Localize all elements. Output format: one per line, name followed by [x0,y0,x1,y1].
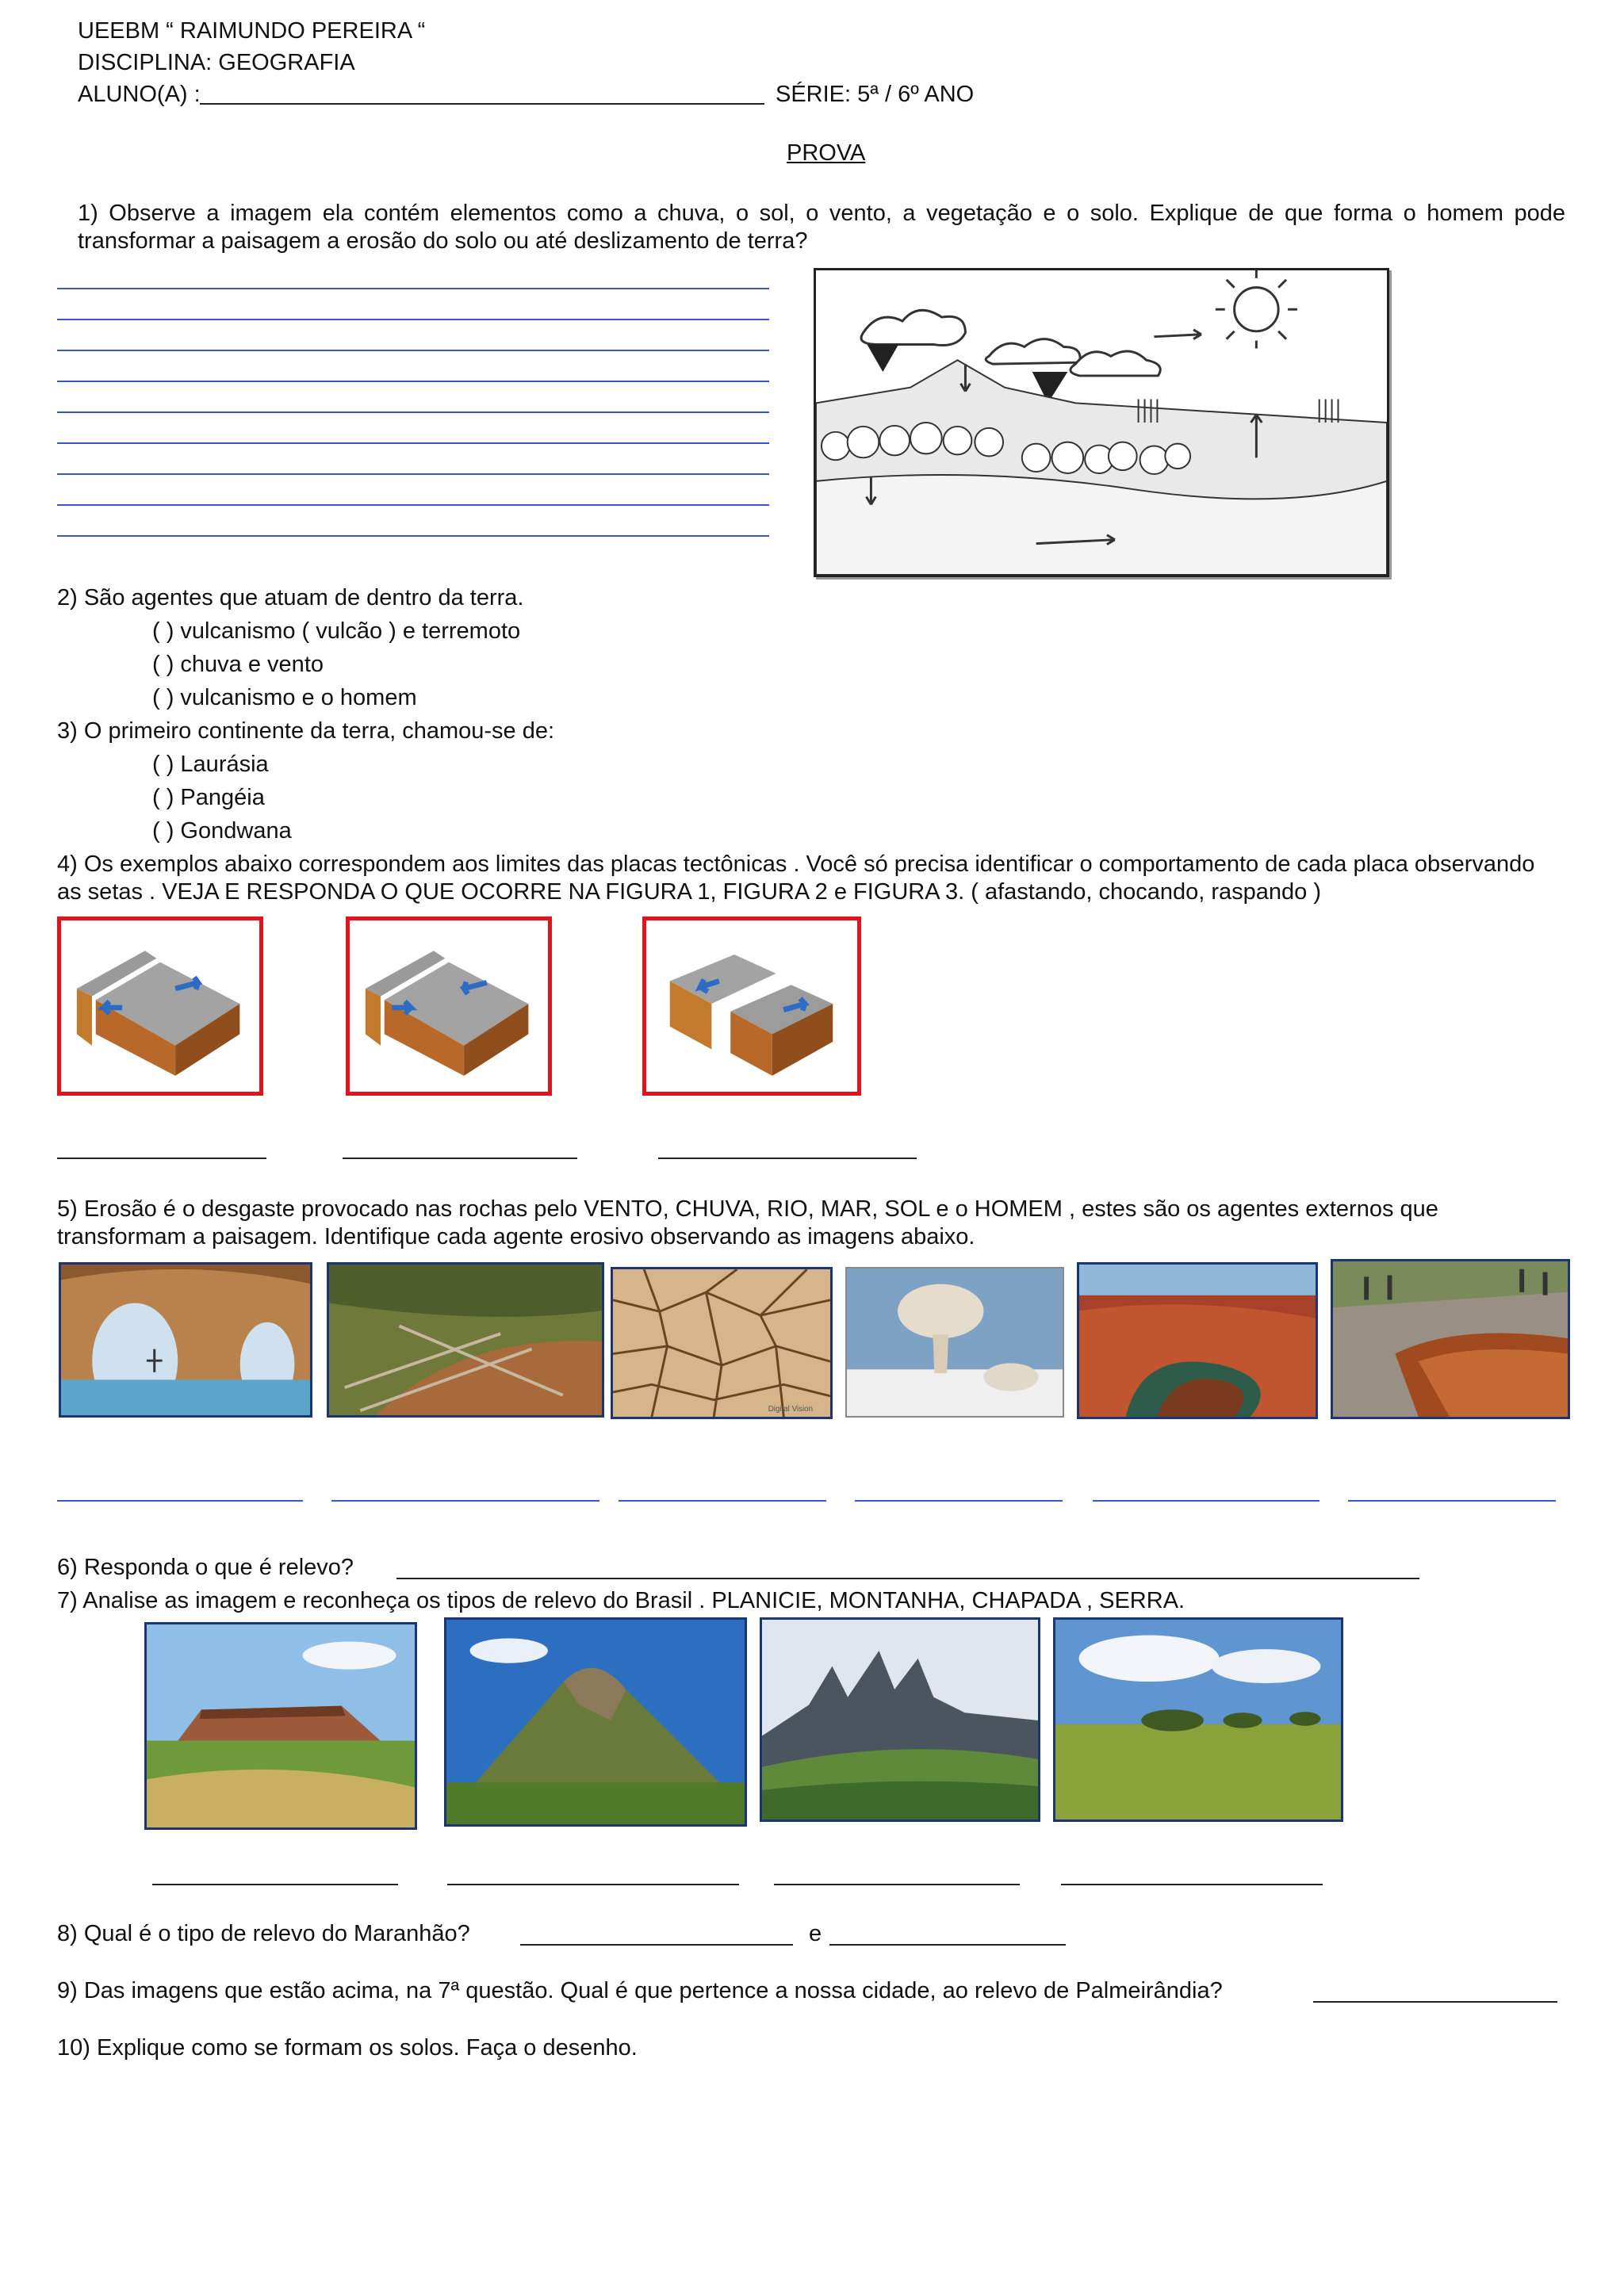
answer-line[interactable] [57,350,769,351]
answer-line[interactable] [658,1158,917,1159]
option-checkbox-item[interactable]: ( ) Laurásia [152,752,269,777]
question-2: 2) São agentes que atuam de dentro da terra. [57,585,524,610]
water-cycle-diagram [814,268,1389,577]
answer-line[interactable] [57,1500,303,1502]
answer-line[interactable] [57,473,769,475]
grade-label: SÉRIE: 5ª / 6º ANO [776,82,975,107]
answer-line[interactable] [520,1944,793,1946]
answer-line[interactable] [152,1884,398,1885]
answer-line[interactable] [396,1578,1419,1579]
question-6: 6) Responda o que é relevo? [57,1555,354,1580]
mountain-photo [444,1617,747,1827]
answer-line[interactable] [1313,2001,1557,2003]
serra-photo [760,1617,1040,1822]
tectonic-figure-1 [57,916,263,1096]
answer-line[interactable] [57,535,769,537]
answer-line[interactable] [619,1500,826,1502]
planicie-photo [1053,1617,1343,1822]
question-1: 1) Observe a imagem ela contém elementos como a chuva, o sol, o vento, a vegetação e o solo. Explique de que forma o homem pode transformar a paisagem a erosão do solo ou até deslizamento de terra? [78,201,1565,254]
question-5: 5) Erosão é o desgaste provocado nas rochas pelo VENTO, CHUVA, RIO, MAR, SOL e o HOMEM , estes são os agentes externos que transformam a paisagem. Identifique cada agente erosivo observando as imagens abaixo. [57,1196,1438,1249]
answer-line[interactable] [343,1158,577,1159]
student-label: ALUNO(A) : [78,82,201,107]
answer-line[interactable] [57,319,769,320]
photo-watermark: Digital Vision [768,1405,814,1414]
wind-rock-photo [845,1267,1064,1418]
option-checkbox-item[interactable]: ( ) vulcanismo ( vulcão ) e terremoto [152,618,521,644]
answer-line[interactable] [774,1884,1020,1885]
option-checkbox-item[interactable]: ( ) chuva e vento [152,652,324,677]
chapada-photo [144,1622,417,1830]
question-4: 4) Os exemplos abaixo correspondem aos limites das placas tectônicas . Você só precisa identificar o comportamento de cada placa observando as setas . VEJA E RESPONDA O QUE OCORRE NA FIGURA 1, FIGURA 2 e FIGURA 3. ( afastando, chocando, raspando ) [57,851,1535,905]
answer-line[interactable] [447,1884,739,1885]
answer-line[interactable] [1348,1500,1556,1502]
answer-line[interactable] [1093,1500,1320,1502]
question-3: 3) O primeiro continente da terra, chamou-se de: [57,718,555,744]
cracked-soil-photo [611,1267,833,1419]
question-9: 9) Das imagens que estão acima, na 7ª questão. Qual é que pertence a nossa cidade, ao relevo de Palmeirândia? [57,1978,1223,2003]
student-name-line[interactable] [200,103,764,105]
answer-line[interactable] [1061,1884,1323,1885]
option-checkbox-item[interactable]: ( ) Pangéia [152,785,265,810]
answer-line[interactable] [855,1500,1063,1502]
tectonic-figure-2 [346,916,552,1096]
question-7: 7) Analise as imagem e reconheça os tipos de relevo do Brasil . PLANICIE, MONTANHA, CHAPADA , SERRA. [57,1588,1185,1613]
canyon-river-photo [1077,1262,1318,1419]
answer-line[interactable] [57,381,769,382]
answer-line[interactable] [331,1500,599,1502]
answer-line[interactable] [829,1944,1066,1946]
conjunction-label: e [809,1921,822,1946]
answer-line[interactable] [57,411,769,413]
discipline: DISCIPLINA: GEOGRAFIA [78,50,355,75]
gully-erosion-photo [327,1262,604,1418]
option-checkbox-item[interactable]: ( ) Gondwana [152,818,292,844]
sea-arch-photo [59,1262,312,1418]
question-10: 10) Explique como se formam os solos. Faça o desenho. [57,2035,638,2061]
answer-line[interactable] [57,288,769,289]
answer-line[interactable] [57,1158,266,1159]
road-collapse-photo [1331,1259,1570,1419]
question-8: 8) Qual é o tipo de relevo do Maranhão? [57,1921,470,1946]
tectonic-figure-3 [642,916,861,1096]
page-title: PROVA [787,140,866,166]
option-checkbox-item[interactable]: ( ) vulcanismo e o homem [152,685,417,710]
answer-line[interactable] [57,442,769,444]
answer-line[interactable] [57,504,769,506]
school-name: UEEBM “ RAIMUNDO PEREIRA “ [78,18,426,44]
